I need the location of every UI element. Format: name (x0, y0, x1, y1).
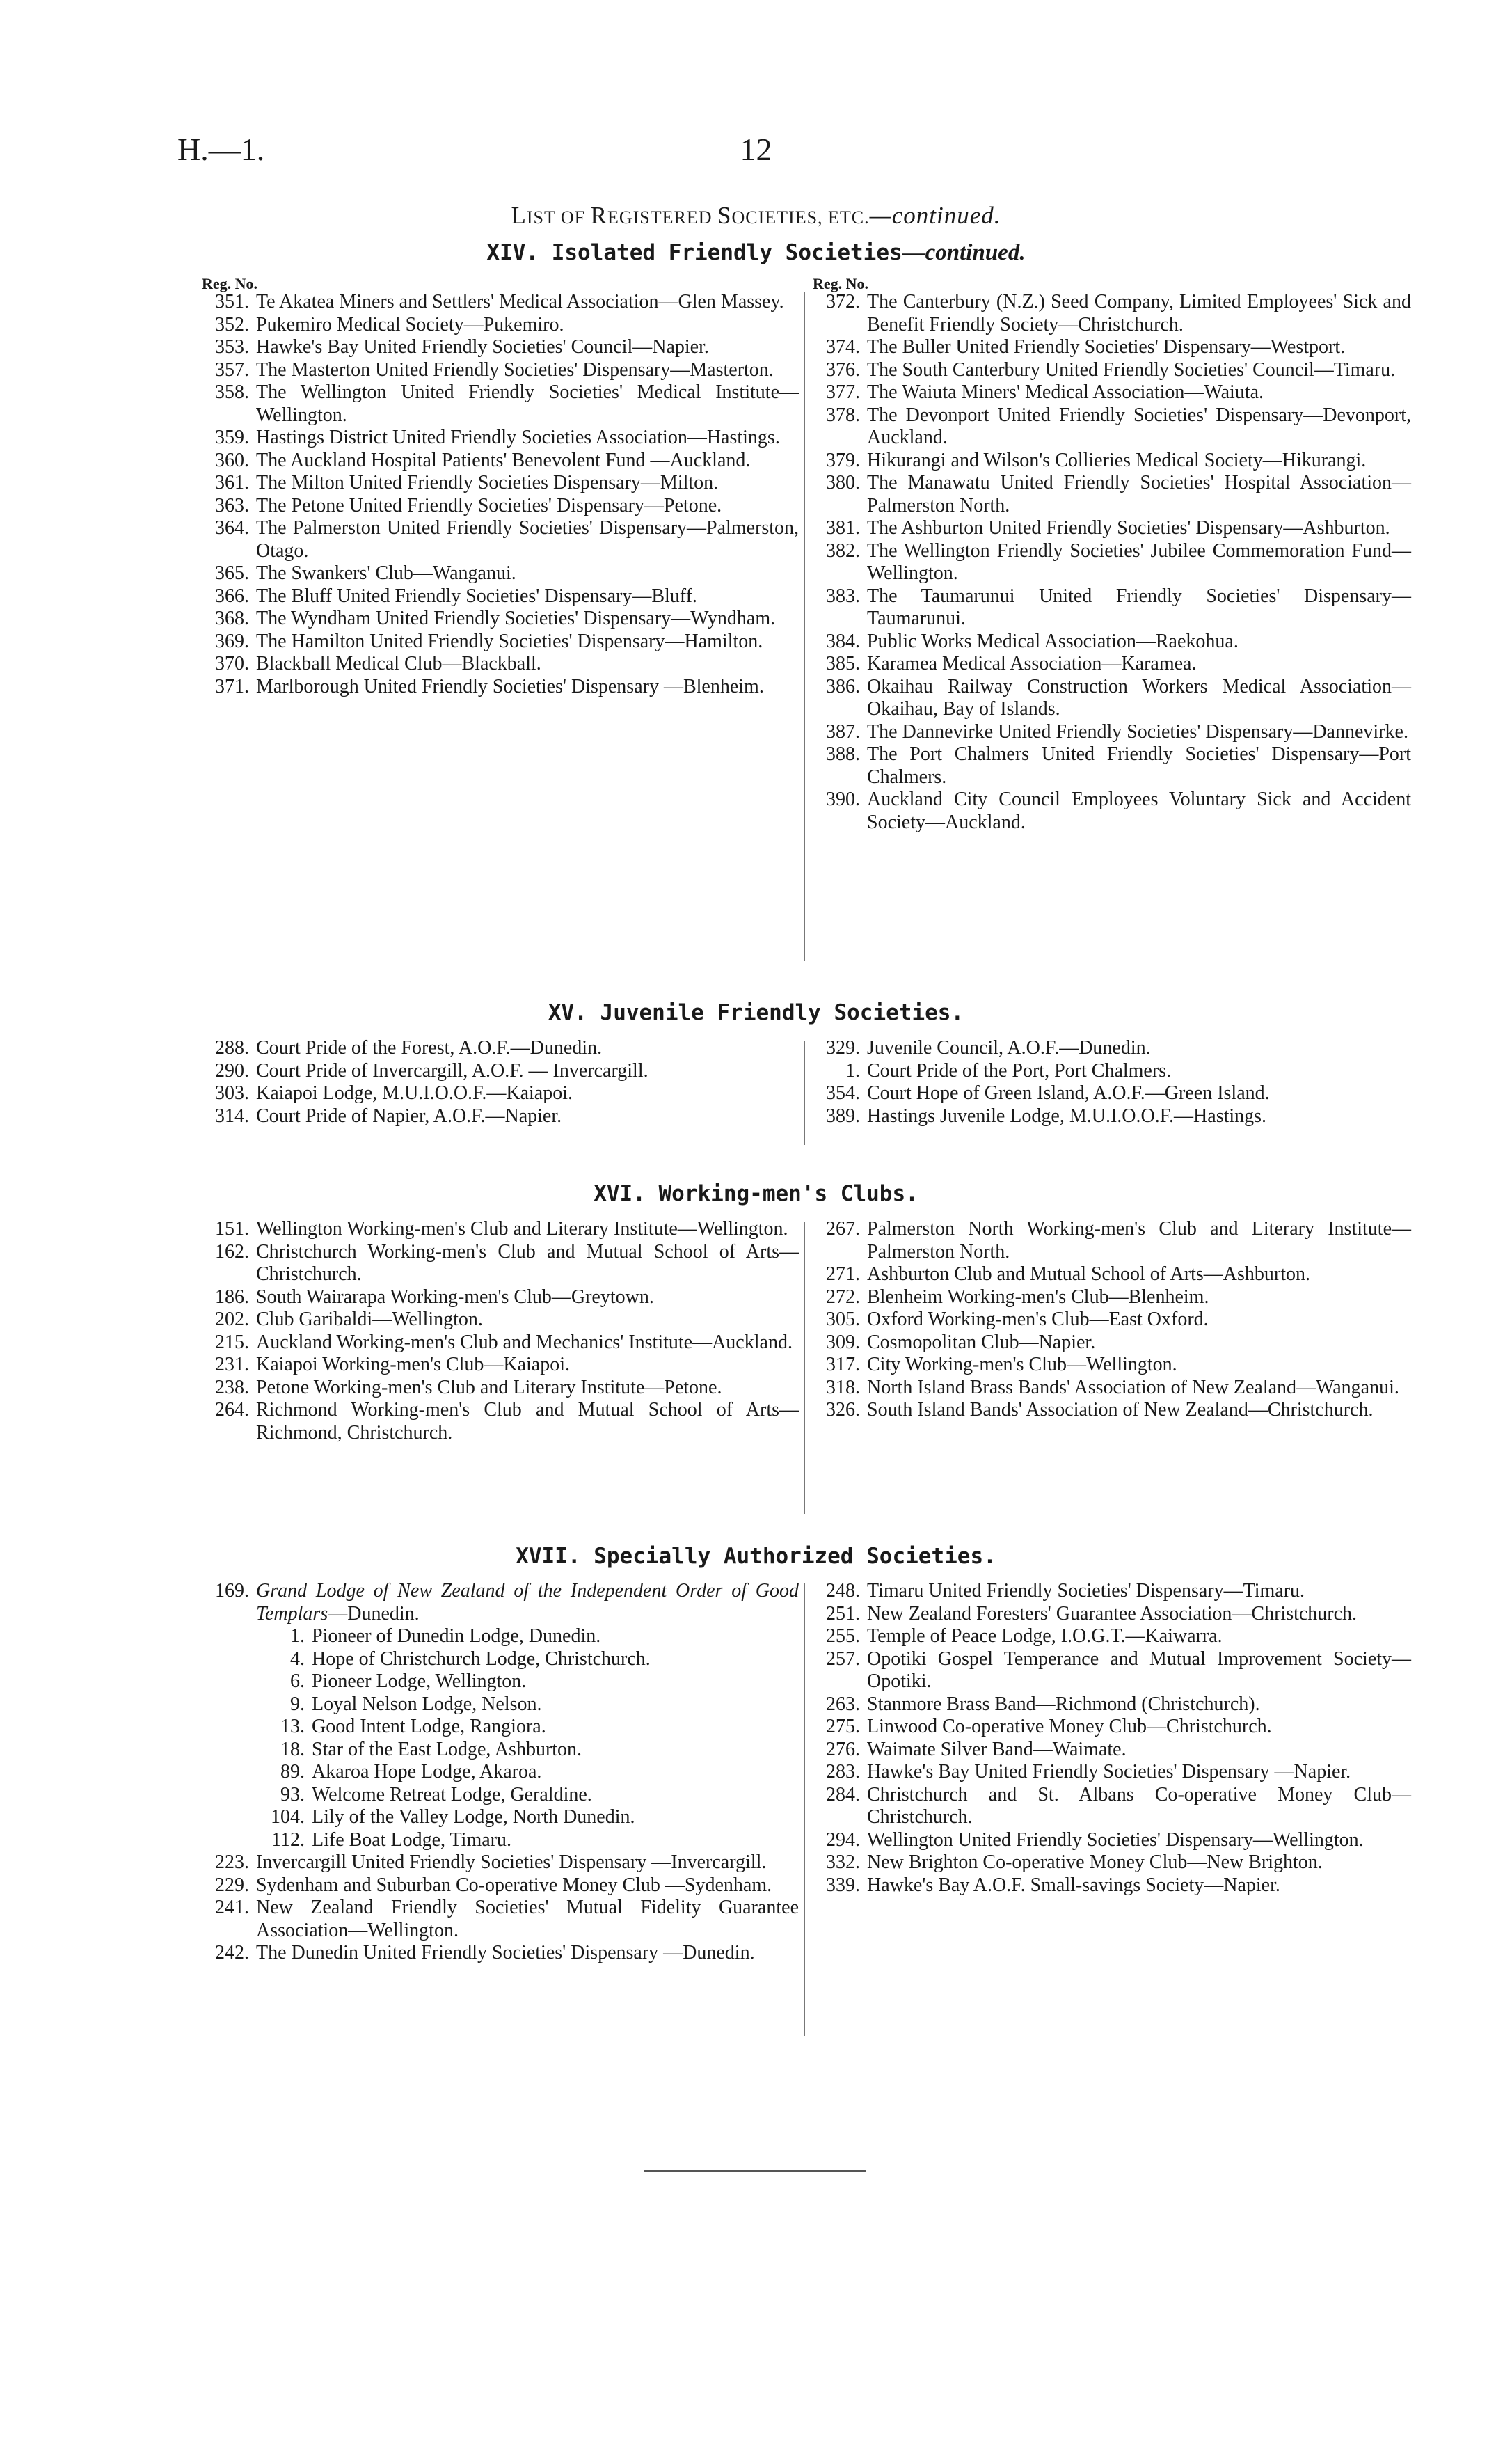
list-item (202, 495, 799, 518)
title-part: R (590, 202, 607, 229)
xvi-left-list (202, 1218, 799, 1444)
reg-number: 283. (826, 1761, 860, 1783)
list-item (202, 676, 799, 699)
xiv-right-column (813, 277, 1411, 834)
reg-number: 257. (826, 1647, 860, 1670)
list-item (202, 1309, 799, 1331)
reg-number: 363. (215, 494, 249, 516)
reg-number: 231. (215, 1354, 249, 1375)
list-item (202, 1082, 799, 1105)
reg-number: 352. (215, 313, 249, 335)
footer-rule (644, 2170, 866, 2172)
list-item (813, 653, 1411, 676)
list-item (202, 1874, 799, 1897)
reg-number: 18. (280, 1738, 305, 1760)
reg-number: 248. (826, 1580, 860, 1602)
entry-text: Hikurangi and Wilson's Collieries Medical Society—Hikurangi. (867, 449, 1367, 471)
entry-text: New Brighton Co-operative Money Club—New Brighton. (867, 1851, 1323, 1873)
column-divider (804, 1041, 805, 1145)
list-item (813, 1263, 1411, 1286)
reg-number: 229. (215, 1874, 249, 1896)
section-title-xvi: XVI. Working-men's Clubs. (594, 1181, 918, 1206)
list-item (202, 427, 799, 450)
xiv-right-list (813, 291, 1411, 834)
entry-text: Kaiapoi Lodge, M.U.I.O.O.F.—Kaiapoi. (256, 1082, 573, 1104)
reg-number: 379. (826, 449, 860, 471)
entry-text: Juvenile Council, A.O.F.—Dunedin. (867, 1037, 1151, 1059)
reg-number: 332. (826, 1851, 860, 1873)
list-item (813, 1399, 1411, 1422)
list-item (813, 450, 1411, 473)
entry-text: The Auckland Hospital Patients' Benevolent Fund —Auckland. (256, 449, 751, 471)
entry-text: Te Akatea Miners and Settlers' Medical Association—Glen Massey. (256, 291, 784, 313)
list-item (813, 540, 1411, 585)
list-item (813, 1851, 1411, 1874)
entry-text: The Wyndham United Friendly Societies' Dispensary—Wyndham. (256, 608, 776, 629)
reg-number: 358. (215, 381, 249, 403)
reg-number: 251. (826, 1602, 860, 1625)
entry-text: South Wairarapa Working-men's Club—Greytown. (256, 1286, 654, 1308)
reg-number: 388. (826, 743, 860, 765)
list-item (202, 336, 799, 359)
list-item (813, 631, 1411, 654)
reg-number: 223. (215, 1851, 249, 1873)
list-item (202, 1648, 799, 1671)
section-title-xv: XV. Juvenile Friendly Societies. (548, 1000, 964, 1025)
reg-number: 353. (215, 336, 249, 358)
list-item (813, 1829, 1411, 1852)
reg-number: 366. (215, 585, 249, 607)
reg-number: 275. (826, 1716, 860, 1737)
entry-text: Star of the East Lodge, Ashburton. (312, 1738, 582, 1760)
entry-text: Hawke's Bay A.O.F. Small-savings Society—Napier. (867, 1874, 1280, 1896)
reg-number: 360. (215, 449, 249, 471)
list-item (813, 1693, 1411, 1716)
list-item (202, 1829, 799, 1852)
reg-number: 381. (826, 517, 860, 539)
list-item (202, 1354, 799, 1377)
title-part: L (511, 202, 527, 229)
list-item (202, 1241, 799, 1286)
reg-number: 305. (826, 1309, 860, 1330)
reg-no-heading: Reg. No. (813, 275, 869, 292)
reg-number: 202. (215, 1309, 249, 1330)
reg-number: 290. (215, 1059, 249, 1082)
reg-number: 378. (826, 404, 860, 426)
title-continued: —continued. (869, 202, 1001, 229)
reg-number: 242. (215, 1942, 249, 1963)
entry-text: Ashburton Club and Mutual School of Arts—Ashburton. (867, 1263, 1310, 1285)
entry-text: The South Canterbury United Friendly Societies' Council—Timaru. (867, 358, 1396, 381)
list-item (813, 721, 1411, 744)
entry-text: Christchurch and St. Albans Co-operative Money Club—Christchurch. (867, 1783, 1411, 1828)
entry-text: Akaroa Hope Lodge, Akaroa. (312, 1761, 542, 1783)
entry-text: —Dunedin. (328, 1602, 420, 1625)
section-title-xiv (0, 240, 1512, 266)
entry-text: Loyal Nelson Lodge, Nelson. (312, 1693, 542, 1715)
list-item (202, 1399, 799, 1444)
reg-number: 255. (826, 1625, 860, 1647)
reg-number: 377. (826, 381, 860, 403)
list-item (813, 1331, 1411, 1354)
reg-number: 238. (215, 1376, 249, 1398)
list-item (813, 359, 1411, 382)
list-item (202, 381, 799, 427)
list-item (202, 1060, 799, 1083)
reg-number: 13. (280, 1716, 305, 1737)
entry-text: Richmond Working-men's Club and Mutual School of Arts—Richmond, Christchurch. (256, 1399, 799, 1444)
entry-text: Wellington United Friendly Societies' Dispensary—Wellington. (867, 1828, 1364, 1851)
entry-text: Stanmore Brass Band—Richmond (Christchurch). (867, 1693, 1260, 1715)
reg-number: 370. (215, 653, 249, 674)
list-item (202, 585, 799, 608)
xvi-right-list (813, 1218, 1411, 1422)
entry-text: Temple of Peace Lodge, I.O.G.T.—Kaiwarra. (867, 1625, 1223, 1647)
reg-number: 93. (280, 1783, 305, 1805)
list-item (813, 1648, 1411, 1693)
entry-text: The Devonport United Friendly Societies' Dispensary—Devonport, Auckland. (867, 404, 1411, 448)
list-item (202, 1105, 799, 1128)
entry-text: Court Pride of Invercargill, A.O.F. — Invercargill. (256, 1059, 648, 1082)
entry-text: Auckland Working-men's Club and Mechanics' Institute—Auckland. (256, 1331, 793, 1353)
entry-text: Hastings District United Friendly Societies Association—Hastings. (256, 427, 780, 448)
reg-number: 288. (215, 1037, 249, 1059)
reg-number: 361. (215, 472, 249, 493)
xv-left-list (202, 1037, 799, 1128)
xvii-left-list (202, 1851, 799, 1965)
entry-text: The Port Chalmers United Friendly Societies' Dispensary—Port Chalmers. (867, 743, 1411, 788)
entry-text: Hawke's Bay United Friendly Societies' Dispensary —Napier. (867, 1761, 1351, 1783)
reg-number: 9. (290, 1693, 305, 1715)
list-item (813, 1060, 1411, 1083)
entry-text: Timaru United Friendly Societies' Dispensary—Timaru. (867, 1580, 1305, 1602)
list-item (813, 1105, 1411, 1128)
reg-number: 351. (215, 291, 249, 313)
entry-text: City Working-men's Club—Wellington. (867, 1354, 1177, 1375)
reg-number: 374. (826, 336, 860, 358)
entry-text: Court Pride of the Port, Port Chalmers. (867, 1059, 1172, 1082)
xiv-left-column (202, 277, 799, 698)
list-item (202, 631, 799, 654)
page-number: 12 (740, 132, 772, 167)
reg-number: 368. (215, 608, 249, 629)
entry-text: The Bluff United Friendly Societies' Dispensary—Bluff. (256, 585, 697, 607)
xvii-right-list (813, 1580, 1411, 1897)
entry-text: Pioneer of Dunedin Lodge, Dunedin. (312, 1625, 601, 1647)
entry-text: Pioneer Lodge, Wellington. (312, 1670, 527, 1692)
reg-number: 263. (826, 1693, 860, 1715)
entry-text: Court Pride of Napier, A.O.F.—Napier. (256, 1105, 562, 1127)
entry-text: Court Pride of the Forest, A.O.F.—Dunedin. (256, 1037, 603, 1059)
entry-text: Pukemiro Medical Society—Pukemiro. (256, 313, 564, 335)
reg-number: 162. (215, 1240, 249, 1263)
list-item (202, 1897, 799, 1942)
list-item (202, 359, 799, 382)
list-item (813, 789, 1411, 834)
list-item (813, 1218, 1411, 1263)
reg-number: 357. (215, 358, 249, 381)
reg-number: 4. (290, 1647, 305, 1670)
list-item (202, 1806, 799, 1829)
reg-number: 294. (826, 1828, 860, 1851)
list-item (202, 1377, 799, 1400)
entry-text: The Swankers' Club—Wanganui. (256, 562, 516, 584)
column-divider (804, 1583, 805, 2036)
list-item (813, 1603, 1411, 1626)
reg-number: 89. (280, 1761, 305, 1783)
reg-number: 339. (826, 1874, 860, 1896)
list-item (202, 1739, 799, 1762)
entry-text: The Buller United Friendly Societies' Dispensary—Westport. (867, 336, 1346, 358)
entry-text: The Taumarunui United Friendly Societies' Dispensary—Taumarunui. (867, 585, 1411, 629)
reg-number: 314. (215, 1105, 249, 1127)
entry-text: The Waiuta Miners' Medical Association—Waiuta. (867, 381, 1264, 403)
entry-text: The Dunedin United Friendly Societies' Dispensary —Dunedin. (256, 1942, 755, 1963)
reg-number: 384. (826, 630, 860, 652)
reg-number: 385. (826, 653, 860, 674)
entry-text: Lily of the Valley Lodge, North Dunedin. (312, 1806, 635, 1828)
reg-number: 359. (215, 427, 249, 448)
entry-text: The Dannevirke United Friendly Societies' Dispensary—Dannevirke. (867, 720, 1408, 743)
list-item (813, 1716, 1411, 1739)
reg-number: 241. (215, 1897, 249, 1918)
reg-number: 104. (271, 1806, 305, 1828)
entry-text: The Manawatu United Friendly Societies' Hospital Association—Palmerston North. (867, 472, 1411, 516)
reg-number: 326. (826, 1399, 860, 1421)
reg-number: 264. (215, 1399, 249, 1421)
entry-text: South Island Bands' Association of New Zealand—Christchurch. (867, 1399, 1374, 1421)
entry-text: The Hamilton United Friendly Societies' Dispensary—Hamilton. (256, 630, 763, 652)
entry-text: New Zealand Friendly Societies' Mutual Fidelity Guarantee Association—Wellington. (256, 1897, 799, 1941)
entry-text: Blenheim Working-men's Club—Blenheim. (867, 1286, 1209, 1308)
entry-text-italic: Grand Lodge of New Zealand of the Independent Order of Good Templars (256, 1580, 799, 1625)
list-item (813, 1784, 1411, 1829)
entry-text: Public Works Medical Association—Raekohua. (867, 630, 1239, 652)
xvi-right-column (813, 1218, 1411, 1422)
entry-text: Palmerston North Working-men's Club and Literary Institute—Palmerston North. (867, 1218, 1411, 1263)
list-item (202, 608, 799, 631)
entry-text: Kaiapoi Working-men's Club—Kaiapoi. (256, 1354, 570, 1375)
reg-number: 272. (826, 1286, 860, 1308)
entry-text: Auckland City Council Employees Voluntary Sick and Accident Society—Auckland. (867, 789, 1411, 833)
entry-text: The Masterton United Friendly Societies' Dispensary—Masterton. (256, 358, 774, 381)
list-item (813, 1309, 1411, 1331)
section-title-text: XIV. Isolated Friendly Societies (486, 240, 902, 265)
column-divider (804, 1222, 805, 1514)
list-item (202, 314, 799, 337)
reg-number: 372. (826, 291, 860, 313)
list-item (813, 676, 1411, 721)
section-title-xvii: XVII. Specially Authorized Societies. (516, 1544, 996, 1569)
reg-number: 371. (215, 675, 249, 697)
entry-text: Opotiki Gospel Temperance and Mutual Improvement Society—Opotiki. (867, 1647, 1411, 1692)
list-item (813, 1625, 1411, 1648)
entry-text: The Petone United Friendly Societies' Dispensary—Petone. (256, 494, 722, 516)
list-item (202, 1625, 799, 1648)
list-item (813, 1377, 1411, 1400)
list-item (202, 450, 799, 473)
list-item (202, 1580, 799, 1625)
entry-text: Cosmopolitan Club—Napier. (867, 1331, 1096, 1353)
reg-number: 271. (826, 1263, 860, 1285)
column-divider (804, 292, 805, 961)
entry-text: Life Boat Lodge, Timaru. (312, 1828, 511, 1851)
list-item (202, 1942, 799, 1965)
entry-text: Club Garibaldi—Wellington. (256, 1309, 483, 1330)
list-item (813, 1037, 1411, 1060)
entry-text: Karamea Medical Association—Karamea. (867, 653, 1197, 674)
entry-text: Blackball Medical Club—Blackball. (256, 653, 541, 674)
entry-text: Christchurch Working-men's Club and Mutual School of Arts—Christchurch. (256, 1240, 799, 1285)
entry-text: Marlborough United Friendly Societies' Dispensary —Blenheim. (256, 675, 764, 697)
reg-number: 390. (826, 789, 860, 810)
list-item (202, 562, 799, 585)
list-item (813, 1761, 1411, 1784)
reg-number: 1. (845, 1059, 860, 1082)
reg-number: 215. (215, 1331, 249, 1353)
xv-right-list (813, 1037, 1411, 1128)
reg-number: 365. (215, 562, 249, 584)
reg-number: 364. (215, 517, 249, 539)
entry-text: The Milton United Friendly Societies Dispensary—Milton. (256, 472, 719, 493)
reg-number: 112. (271, 1828, 305, 1851)
list-item (813, 381, 1411, 404)
page-title (0, 202, 1512, 230)
reg-number: 284. (826, 1783, 860, 1805)
entry-text: Hope of Christchurch Lodge, Christchurch. (312, 1647, 651, 1670)
entry-text: New Zealand Foresters' Guarantee Association—Christchurch. (867, 1602, 1358, 1625)
entry-text: Invercargill United Friendly Societies' Dispensary —Invercargill. (256, 1851, 767, 1873)
reg-number: 276. (826, 1738, 860, 1760)
list-item (202, 1331, 799, 1354)
xv-left-column (202, 1037, 799, 1128)
title-part: IST OF (526, 207, 591, 228)
reg-no-heading: Reg. No. (202, 275, 258, 292)
list-item (202, 1693, 799, 1716)
entry-text: The Wellington Friendly Societies' Jubilee Commemoration Fund—Wellington. (867, 539, 1411, 584)
reg-number: 389. (826, 1105, 860, 1127)
entry-text: Linwood Co-operative Money Club—Christchurch. (867, 1716, 1272, 1737)
list-item (813, 291, 1411, 336)
entry-text: Sydenham and Suburban Co-operative Money Club —Sydenham. (256, 1874, 772, 1896)
list-item (202, 1218, 799, 1241)
list-item (813, 1739, 1411, 1762)
entry-text: Wellington Working-men's Club and Literary Institute—Wellington. (256, 1218, 788, 1240)
xvii-sub-list (202, 1625, 799, 1851)
entry-text: Oxford Working-men's Club—East Oxford. (867, 1309, 1209, 1330)
reg-number: 6. (290, 1670, 305, 1692)
list-item (202, 653, 799, 676)
list-item (813, 1354, 1411, 1377)
reg-number: 309. (826, 1331, 860, 1353)
list-item (813, 517, 1411, 540)
list-item (202, 291, 799, 314)
document-reference: H.—1. (177, 132, 265, 167)
list-item (813, 1580, 1411, 1603)
xvii-right-column (813, 1580, 1411, 1897)
entry-text: The Ashburton United Friendly Societies' Dispensary—Ashburton. (867, 517, 1390, 539)
reg-number: 386. (826, 675, 860, 697)
entry-text: Welcome Retreat Lodge, Geraldine. (312, 1783, 592, 1805)
entry-text: Waimate Silver Band—Waimate. (867, 1738, 1127, 1760)
reg-number: 369. (215, 630, 249, 652)
entry-text: Hastings Juvenile Lodge, M.U.I.O.O.F.—Hastings. (867, 1105, 1267, 1127)
reg-number: 380. (826, 472, 860, 493)
entry-text: The Canterbury (N.Z.) Seed Company, Limited Employees' Sick and Benefit Friendly Society—Christchurch. (867, 291, 1411, 335)
reg-number: 383. (826, 585, 860, 607)
reg-number: 267. (826, 1218, 860, 1240)
list-item (202, 1670, 799, 1693)
list-item (813, 472, 1411, 517)
list-item (813, 404, 1411, 450)
entry-text: The Wellington United Friendly Societies' Medical Institute—Wellington. (256, 381, 799, 426)
entry-text: Good Intent Lodge, Rangiora. (312, 1716, 546, 1737)
list-item (813, 585, 1411, 631)
reg-number: 151. (215, 1218, 249, 1240)
section-title-continued: —continued. (902, 240, 1026, 265)
entry-text: Okaihau Railway Construction Workers Medical Association—Okaihau, Bay of Islands. (867, 675, 1411, 720)
list-item (202, 1851, 799, 1874)
xv-right-column (813, 1037, 1411, 1128)
list-item (202, 517, 799, 562)
reg-number: 1. (290, 1625, 305, 1647)
list-item (202, 1716, 799, 1739)
list-item (813, 1874, 1411, 1897)
reg-number: 382. (826, 539, 860, 562)
title-part: S (717, 202, 732, 229)
entry-text: The Palmerston United Friendly Societies' Dispensary—Palmerston, Otago. (256, 517, 799, 562)
reg-number: 318. (826, 1376, 860, 1398)
list-item (813, 1082, 1411, 1105)
list-item (202, 1761, 799, 1784)
list-item (202, 472, 799, 495)
reg-number: 329. (826, 1037, 860, 1059)
reg-number: 387. (826, 720, 860, 743)
reg-number: 354. (826, 1082, 860, 1104)
reg-number: 169. (215, 1580, 249, 1602)
list-item (202, 1784, 799, 1807)
xiv-left-list (202, 291, 799, 698)
xvi-left-column (202, 1218, 799, 1444)
list-item (202, 1037, 799, 1060)
entry-text: Petone Working-men's Club and Literary Institute—Petone. (256, 1376, 722, 1398)
list-item (813, 336, 1411, 359)
list-item (813, 1286, 1411, 1309)
list-item (202, 1286, 799, 1309)
entry-text: North Island Brass Bands' Association of New Zealand—Wanganui. (867, 1376, 1399, 1398)
list-item (813, 743, 1411, 789)
entry-text: Hawke's Bay United Friendly Societies' Council—Napier. (256, 336, 709, 358)
xvii-left-column (202, 1580, 799, 1965)
reg-number: 376. (826, 358, 860, 381)
reg-number: 317. (826, 1354, 860, 1375)
reg-number: 186. (215, 1286, 249, 1308)
title-part: EGISTERED (607, 207, 718, 228)
title-part: OCIETIES, ETC. (731, 207, 870, 228)
reg-number: 303. (215, 1082, 249, 1104)
entry-text: Court Hope of Green Island, A.O.F.—Green Island. (867, 1082, 1270, 1104)
